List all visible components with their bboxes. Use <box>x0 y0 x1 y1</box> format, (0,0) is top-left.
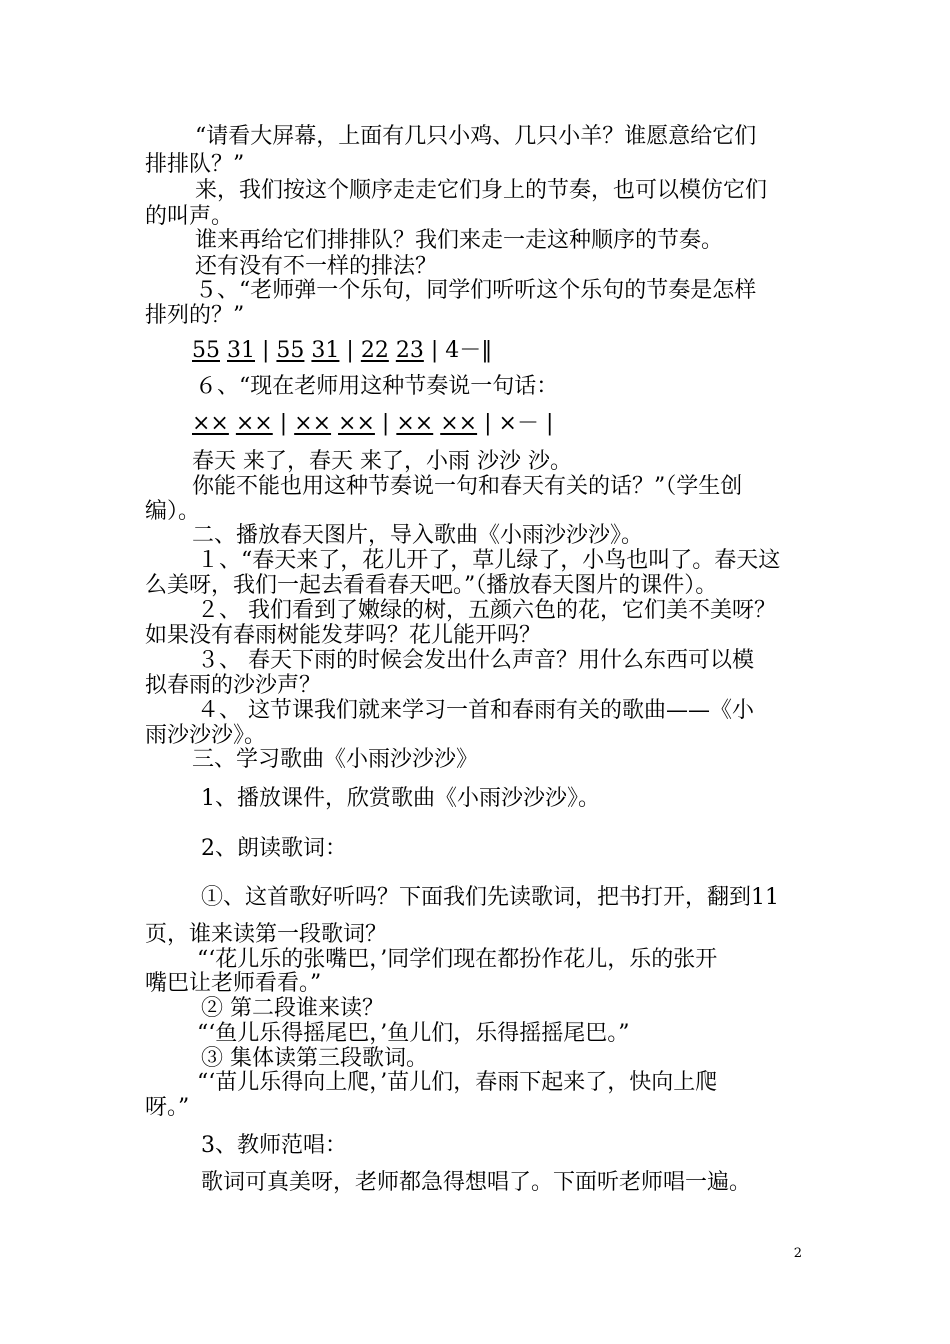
rhythm-group: ×× <box>235 411 273 436</box>
para-line: “请看大屏幕，上面有几只小鸡、几只小羊？谁愿意给它们 <box>195 124 757 149</box>
para-line: 编）。 <box>145 499 201 524</box>
note-group: 4－‖ <box>445 338 493 363</box>
rhythm-group: ×× <box>440 411 478 436</box>
para-line: 排排队？” <box>145 152 245 177</box>
bar-line: | <box>484 411 492 436</box>
bar-line: | <box>381 411 390 436</box>
para-line: 排列的？” <box>145 303 245 328</box>
para-line: 页，谁来读第一段歌词？ <box>145 922 388 947</box>
para-line: 2、朗读歌词： <box>201 836 347 861</box>
para-line: 来，我们按这个顺序走走它们身上的节奏，也可以模仿它们 <box>195 178 768 203</box>
music-notation-line <box>192 338 492 364</box>
para-line: 1、播放课件，欣赏歌曲《小雨沙沙沙》。 <box>201 786 600 811</box>
para-line: ２、 我们看到了嫩绿的树，五颜六色的花，它们美不美呀？ <box>197 598 776 623</box>
para-line: 么美呀，我们一起去看看春天吧。”（播放春天图片的课件）。 <box>145 573 718 598</box>
para-line: ５、“老师弹一个乐句，同学们听听这个乐句的节奏是怎样 <box>195 278 757 303</box>
para-line: “‘苗儿乐得向上爬，’苗儿们，春雨下起来了，快向上爬 <box>197 1070 718 1095</box>
rhythm-group: ×× <box>294 411 332 436</box>
note-group: 31 <box>227 338 255 363</box>
para-line: ４、 这节课我们就来学习一首和春雨有关的歌曲——《小 <box>197 698 754 723</box>
para-line: 还有没有不一样的排法？ <box>195 254 438 279</box>
rhythm-group: ×× <box>396 411 434 436</box>
note-group: 55 <box>276 338 305 363</box>
para-line: １、“春天来了，花儿开了，草儿绿了，小鸟也叫了。春天这 <box>197 548 781 573</box>
rhythm-group: ×－ <box>498 411 539 436</box>
para-line: 你能不能也用这种节奏说一句和春天有关的话？”（学生创 <box>192 474 743 499</box>
para-line: 谁来再给它们排排队？我们来走一走这种顺序的节奏。 <box>195 228 724 253</box>
para-line: ② 第二段谁来读？ <box>201 996 384 1021</box>
para-line: 呀。” <box>145 1095 190 1120</box>
page-number: 2 <box>793 1246 802 1261</box>
para-line: “‘鱼儿乐得摇尾巴，’鱼儿们，乐得摇摇尾巴。” <box>197 1021 630 1046</box>
para-line: ６、“现在老师用这种节奏说一句话： <box>195 374 559 399</box>
bar-line: | <box>262 338 270 363</box>
note-group: 23 <box>395 338 424 363</box>
rhythm-group: ×× <box>192 411 229 436</box>
note-group: 55 <box>192 338 220 363</box>
para-line: 雨沙沙沙》。 <box>145 723 267 748</box>
note-group: 22 <box>360 338 389 363</box>
bar-line: | <box>430 338 439 363</box>
rhythm-notation-line <box>192 411 553 437</box>
bar-line: | <box>545 411 554 436</box>
para-line: 春天 来了，春天 来了，小雨 沙沙 沙。 <box>192 449 572 474</box>
bar-line: | <box>279 411 288 436</box>
section-heading: 二、播放春天图片，导入歌曲《小雨沙沙沙》。 <box>192 523 644 548</box>
para-line: 嘴巴让老师看看。” <box>145 971 322 996</box>
para-line: 歌词可真美呀，老师都急得想唱了。下面听老师唱一遍。 <box>201 1170 752 1195</box>
para-line: 拟春雨的沙沙声？ <box>145 673 322 698</box>
section-heading: 三、学习歌曲《小雨沙沙沙》 <box>192 747 479 772</box>
para-line: 如果没有春雨树能发芽吗？花儿能开吗？ <box>145 623 542 648</box>
para-line: “‘花儿乐的张嘴巴，’同学们现在都扮作花儿，乐的张开 <box>197 947 718 972</box>
para-line: ①、这首歌好听吗？下面我们先读歌词，把书打开，翻到11 <box>201 885 779 910</box>
para-line: 的叫声。 <box>145 204 234 229</box>
para-line: ③ 集体读第三段歌词。 <box>201 1046 428 1071</box>
para-line: 3、教师范唱： <box>201 1133 347 1158</box>
note-group: 31 <box>311 338 340 363</box>
bar-line: | <box>346 338 354 363</box>
para-line: ３、 春天下雨的时候会发出什么声音？用什么东西可以模 <box>197 648 754 673</box>
rhythm-group: ×× <box>338 411 375 436</box>
